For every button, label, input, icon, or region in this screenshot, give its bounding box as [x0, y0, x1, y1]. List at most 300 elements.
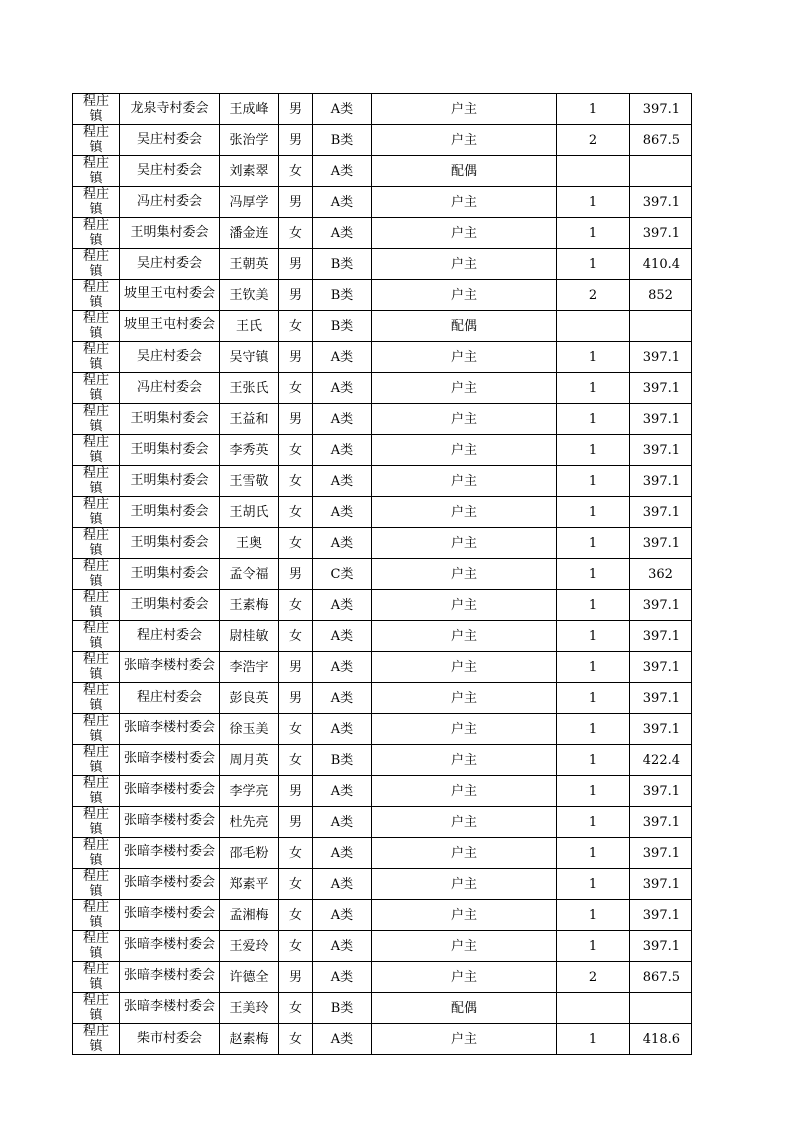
name-cell: 杜先亮 [220, 807, 279, 838]
gender-cell: 男 [279, 807, 313, 838]
category-cell: A类 [313, 838, 372, 869]
village-cell [120, 435, 220, 466]
count-cell: 1 [557, 590, 630, 621]
town-text: 程庄镇 [82, 94, 109, 124]
table-row [73, 280, 692, 311]
village-cell [120, 931, 220, 962]
gender-cell: 男 [279, 559, 313, 590]
town-cell [73, 373, 120, 404]
name-cell: 赵素梅 [220, 1024, 279, 1055]
village-text: 张暗李楼村委会 [123, 658, 215, 673]
town-text: 程庄镇 [82, 652, 109, 682]
name-cell: 王益和 [220, 404, 279, 435]
gender-cell: 男 [279, 404, 313, 435]
village-cell [120, 559, 220, 590]
amount-cell: 867.5 [630, 962, 692, 993]
relation-cell: 户主 [372, 559, 557, 590]
gender-cell: 女 [279, 931, 313, 962]
table-row [73, 559, 692, 590]
gender-cell: 男 [279, 280, 313, 311]
relation-cell: 户主 [372, 714, 557, 745]
count-cell: 1 [557, 776, 630, 807]
town-cell [73, 342, 120, 373]
category-cell: A类 [313, 497, 372, 528]
amount-cell: 397.1 [630, 404, 692, 435]
name-cell: 李浩宇 [220, 652, 279, 683]
village-cell [120, 497, 220, 528]
category-cell: A类 [313, 683, 372, 714]
table-row [73, 528, 692, 559]
amount-cell: 362 [630, 559, 692, 590]
town-text: 程庄镇 [82, 187, 109, 217]
town-text: 程庄镇 [82, 931, 109, 961]
town-cell [73, 993, 120, 1024]
count-cell: 1 [557, 249, 630, 280]
category-cell: B类 [313, 993, 372, 1024]
relation-cell: 户主 [372, 218, 557, 249]
name-cell: 王素梅 [220, 590, 279, 621]
table-row [73, 776, 692, 807]
village-cell [120, 993, 220, 1024]
amount-cell: 397.1 [630, 776, 692, 807]
village-text: 王明集村委会 [130, 535, 209, 550]
relation-cell: 户主 [372, 869, 557, 900]
village-text: 王明集村委会 [130, 473, 209, 488]
gender-cell: 女 [279, 745, 313, 776]
category-cell: B类 [313, 745, 372, 776]
table-row [73, 745, 692, 776]
amount-cell: 397.1 [630, 807, 692, 838]
category-cell: A类 [313, 528, 372, 559]
gender-cell: 男 [279, 249, 313, 280]
town-text: 程庄镇 [82, 497, 109, 527]
town-cell [73, 187, 120, 218]
village-cell [120, 404, 220, 435]
relation-cell: 户主 [372, 342, 557, 373]
relation-cell: 户主 [372, 373, 557, 404]
town-cell [73, 497, 120, 528]
name-cell: 李秀英 [220, 435, 279, 466]
amount-cell: 397.1 [630, 652, 692, 683]
count-cell: 1 [557, 683, 630, 714]
village-cell [120, 156, 220, 187]
village-text: 程庄村委会 [136, 628, 202, 643]
town-text: 程庄镇 [82, 900, 109, 930]
subsidy-sheet [72, 93, 692, 1055]
town-cell [73, 714, 120, 745]
relation-cell: 户主 [372, 776, 557, 807]
gender-cell: 女 [279, 714, 313, 745]
amount-cell: 397.1 [630, 869, 692, 900]
village-text: 坡里王屯村委会 [123, 286, 215, 301]
category-cell: A类 [313, 156, 372, 187]
town-cell [73, 280, 120, 311]
village-text: 张暗李楼村委会 [123, 720, 215, 735]
count-cell: 1 [557, 714, 630, 745]
relation-cell: 户主 [372, 466, 557, 497]
amount-cell: 422.4 [630, 745, 692, 776]
town-cell [73, 466, 120, 497]
relation-cell: 户主 [372, 745, 557, 776]
name-cell: 王钦美 [220, 280, 279, 311]
name-cell: 许德全 [220, 962, 279, 993]
category-cell: B类 [313, 280, 372, 311]
relation-cell: 户主 [372, 838, 557, 869]
town-cell [73, 900, 120, 931]
gender-cell: 男 [279, 342, 313, 373]
count-cell: 1 [557, 900, 630, 931]
village-text: 张暗李楼村委会 [123, 906, 215, 921]
relation-cell: 户主 [372, 280, 557, 311]
amount-cell: 397.1 [630, 931, 692, 962]
category-cell: A类 [313, 931, 372, 962]
category-cell: A类 [313, 342, 372, 373]
relation-cell: 户主 [372, 1024, 557, 1055]
count-cell: 1 [557, 807, 630, 838]
amount-cell: 397.1 [630, 342, 692, 373]
amount-cell: 397.1 [630, 466, 692, 497]
village-text: 张暗李楼村委会 [123, 875, 215, 890]
town-cell [73, 1024, 120, 1055]
category-cell: A类 [313, 435, 372, 466]
town-text: 程庄镇 [82, 373, 109, 403]
name-cell: 张治学 [220, 125, 279, 156]
gender-cell: 女 [279, 466, 313, 497]
town-cell [73, 590, 120, 621]
town-cell [73, 528, 120, 559]
table-body [73, 94, 692, 1055]
amount-cell: 397.1 [630, 528, 692, 559]
amount-cell: 397.1 [630, 218, 692, 249]
name-cell: 周月英 [220, 745, 279, 776]
town-cell [73, 931, 120, 962]
village-cell [120, 249, 220, 280]
town-text: 程庄镇 [82, 559, 109, 589]
relation-cell: 户主 [372, 94, 557, 125]
name-cell: 冯厚学 [220, 187, 279, 218]
gender-cell: 女 [279, 497, 313, 528]
count-cell: 1 [557, 497, 630, 528]
count-cell: 1 [557, 745, 630, 776]
amount-cell: 397.1 [630, 187, 692, 218]
gender-cell: 男 [279, 94, 313, 125]
village-text: 王明集村委会 [130, 411, 209, 426]
category-cell: A类 [313, 187, 372, 218]
relation-cell: 户主 [372, 404, 557, 435]
relation-cell: 户主 [372, 125, 557, 156]
relation-cell: 配偶 [372, 311, 557, 342]
gender-cell: 女 [279, 156, 313, 187]
village-text: 冯庄村委会 [136, 380, 202, 395]
village-text: 张暗李楼村委会 [123, 999, 215, 1014]
town-text: 程庄镇 [82, 435, 109, 465]
village-text: 吴庄村委会 [136, 256, 202, 271]
gender-cell: 男 [279, 652, 313, 683]
town-cell [73, 559, 120, 590]
count-cell: 1 [557, 652, 630, 683]
village-cell [120, 94, 220, 125]
town-text: 程庄镇 [82, 156, 109, 186]
town-text: 程庄镇 [82, 249, 109, 279]
gender-cell: 男 [279, 125, 313, 156]
village-text: 柴市村委会 [136, 1031, 202, 1046]
town-cell [73, 311, 120, 342]
town-text: 程庄镇 [82, 714, 109, 744]
gender-cell: 女 [279, 311, 313, 342]
name-cell: 潘金连 [220, 218, 279, 249]
gender-cell: 男 [279, 187, 313, 218]
town-text: 程庄镇 [82, 590, 109, 620]
table-row [73, 1024, 692, 1055]
table-row [73, 590, 692, 621]
village-cell [120, 683, 220, 714]
village-text: 坡里王屯村委会 [123, 317, 215, 332]
gender-cell: 男 [279, 683, 313, 714]
relation-cell: 户主 [372, 652, 557, 683]
village-text: 张暗李楼村委会 [123, 844, 215, 859]
table-row [73, 993, 692, 1024]
amount-cell: 418.6 [630, 1024, 692, 1055]
table-row [73, 714, 692, 745]
gender-cell: 女 [279, 218, 313, 249]
category-cell: C类 [313, 559, 372, 590]
recipient-table [72, 93, 692, 1055]
name-cell: 徐玉美 [220, 714, 279, 745]
table-row [73, 838, 692, 869]
relation-cell: 户主 [372, 807, 557, 838]
town-text: 程庄镇 [82, 466, 109, 496]
town-cell [73, 621, 120, 652]
gender-cell: 女 [279, 435, 313, 466]
village-text: 龙泉寺村委会 [130, 101, 209, 116]
category-cell: A类 [313, 590, 372, 621]
town-cell [73, 869, 120, 900]
table-row [73, 156, 692, 187]
table-row [73, 404, 692, 435]
village-cell [120, 218, 220, 249]
town-cell [73, 652, 120, 683]
count-cell: 2 [557, 962, 630, 993]
table-row [73, 435, 692, 466]
gender-cell: 女 [279, 1024, 313, 1055]
gender-cell: 女 [279, 900, 313, 931]
relation-cell: 户主 [372, 683, 557, 714]
amount-cell: 397.1 [630, 590, 692, 621]
relation-cell: 配偶 [372, 993, 557, 1024]
count-cell: 2 [557, 125, 630, 156]
village-cell [120, 621, 220, 652]
count-cell: 1 [557, 931, 630, 962]
village-text: 张暗李楼村委会 [123, 937, 215, 952]
town-text: 程庄镇 [82, 311, 109, 341]
name-cell: 吴守镇 [220, 342, 279, 373]
amount-cell: 397.1 [630, 435, 692, 466]
count-cell: 1 [557, 373, 630, 404]
town-cell [73, 404, 120, 435]
table-row [73, 869, 692, 900]
table-row [73, 249, 692, 280]
town-text: 程庄镇 [82, 807, 109, 837]
town-cell [73, 776, 120, 807]
category-cell: B类 [313, 311, 372, 342]
gender-cell: 女 [279, 528, 313, 559]
gender-cell: 女 [279, 373, 313, 404]
relation-cell: 户主 [372, 497, 557, 528]
relation-cell: 户主 [372, 187, 557, 218]
table-row [73, 931, 692, 962]
village-cell [120, 745, 220, 776]
village-cell [120, 590, 220, 621]
name-cell: 王张氏 [220, 373, 279, 404]
category-cell: A类 [313, 373, 372, 404]
town-cell [73, 745, 120, 776]
village-text: 张暗李楼村委会 [123, 968, 215, 983]
town-text: 程庄镇 [82, 776, 109, 806]
relation-cell: 户主 [372, 528, 557, 559]
town-cell [73, 807, 120, 838]
town-text: 程庄镇 [82, 838, 109, 868]
village-text: 程庄村委会 [136, 690, 202, 705]
town-cell [73, 962, 120, 993]
gender-cell: 女 [279, 621, 313, 652]
name-cell: 王美玲 [220, 993, 279, 1024]
count-cell: 1 [557, 559, 630, 590]
table-row [73, 683, 692, 714]
relation-cell: 户主 [372, 621, 557, 652]
town-cell [73, 218, 120, 249]
table-row [73, 94, 692, 125]
table-row [73, 621, 692, 652]
town-cell [73, 838, 120, 869]
name-cell: 尉桂敏 [220, 621, 279, 652]
name-cell: 孟湘梅 [220, 900, 279, 931]
category-cell: A类 [313, 714, 372, 745]
town-text: 程庄镇 [82, 1024, 109, 1054]
category-cell: A类 [313, 962, 372, 993]
village-cell [120, 311, 220, 342]
relation-cell: 配偶 [372, 156, 557, 187]
amount-cell: 867.5 [630, 125, 692, 156]
town-text: 程庄镇 [82, 218, 109, 248]
amount-cell: 397.1 [630, 373, 692, 404]
count-cell [557, 156, 630, 187]
town-cell [73, 683, 120, 714]
category-cell: A类 [313, 621, 372, 652]
name-cell: 王奥 [220, 528, 279, 559]
name-cell: 郑素平 [220, 869, 279, 900]
table-row [73, 466, 692, 497]
town-cell [73, 125, 120, 156]
amount-cell: 397.1 [630, 714, 692, 745]
name-cell: 王成峰 [220, 94, 279, 125]
gender-cell: 男 [279, 962, 313, 993]
village-cell [120, 652, 220, 683]
town-text: 程庄镇 [82, 993, 109, 1023]
town-cell [73, 249, 120, 280]
table-row [73, 962, 692, 993]
name-cell: 彭良英 [220, 683, 279, 714]
village-cell [120, 373, 220, 404]
name-cell: 刘素翠 [220, 156, 279, 187]
village-cell [120, 807, 220, 838]
village-text: 王明集村委会 [130, 597, 209, 612]
count-cell: 1 [557, 435, 630, 466]
amount-cell: 397.1 [630, 497, 692, 528]
category-cell: B类 [313, 125, 372, 156]
relation-cell: 户主 [372, 435, 557, 466]
village-text: 王明集村委会 [130, 225, 209, 240]
relation-cell: 户主 [372, 962, 557, 993]
name-cell: 王氏 [220, 311, 279, 342]
amount-cell: 397.1 [630, 621, 692, 652]
table-row [73, 652, 692, 683]
village-text: 王明集村委会 [130, 504, 209, 519]
amount-cell [630, 156, 692, 187]
name-cell: 李学亮 [220, 776, 279, 807]
relation-cell: 户主 [372, 249, 557, 280]
category-cell: A类 [313, 218, 372, 249]
village-text: 吴庄村委会 [136, 163, 202, 178]
category-cell: A类 [313, 807, 372, 838]
town-text: 程庄镇 [82, 869, 109, 899]
table-row [73, 497, 692, 528]
category-cell: A类 [313, 94, 372, 125]
village-cell [120, 900, 220, 931]
village-text: 王明集村委会 [130, 442, 209, 457]
table-row [73, 807, 692, 838]
amount-cell: 397.1 [630, 94, 692, 125]
gender-cell: 女 [279, 869, 313, 900]
town-text: 程庄镇 [82, 962, 109, 992]
table-row [73, 311, 692, 342]
count-cell: 2 [557, 280, 630, 311]
count-cell: 1 [557, 94, 630, 125]
count-cell: 1 [557, 466, 630, 497]
village-cell [120, 869, 220, 900]
category-cell: A类 [313, 1024, 372, 1055]
count-cell: 1 [557, 1024, 630, 1055]
category-cell: A类 [313, 900, 372, 931]
count-cell: 1 [557, 528, 630, 559]
village-cell [120, 342, 220, 373]
relation-cell: 户主 [372, 931, 557, 962]
village-cell [120, 187, 220, 218]
town-text: 程庄镇 [82, 528, 109, 558]
town-text: 程庄镇 [82, 621, 109, 651]
town-cell [73, 94, 120, 125]
village-text: 吴庄村委会 [136, 132, 202, 147]
gender-cell: 男 [279, 776, 313, 807]
gender-cell: 女 [279, 838, 313, 869]
name-cell: 邵毛粉 [220, 838, 279, 869]
category-cell: A类 [313, 466, 372, 497]
table-row [73, 342, 692, 373]
name-cell: 王朝英 [220, 249, 279, 280]
amount-cell: 397.1 [630, 683, 692, 714]
count-cell [557, 993, 630, 1024]
village-cell [120, 962, 220, 993]
village-text: 张暗李楼村委会 [123, 782, 215, 797]
name-cell: 王爱玲 [220, 931, 279, 962]
table-row [73, 900, 692, 931]
amount-cell: 852 [630, 280, 692, 311]
amount-cell: 397.1 [630, 900, 692, 931]
category-cell: A类 [313, 652, 372, 683]
town-cell [73, 435, 120, 466]
village-cell [120, 280, 220, 311]
category-cell: A类 [313, 869, 372, 900]
amount-cell [630, 311, 692, 342]
